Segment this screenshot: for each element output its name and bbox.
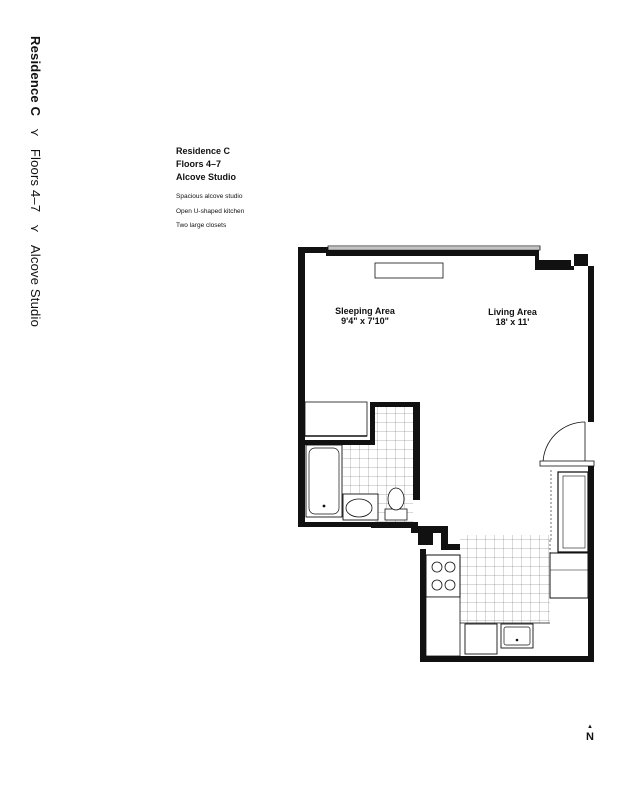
room-name: Sleeping Area xyxy=(335,306,395,316)
info-type: Alcove Studio xyxy=(176,172,237,182)
north-arrow-icon: ▲ xyxy=(587,724,593,730)
separator-icon: ⋎ xyxy=(28,128,42,138)
side-title-floors: Floors 4–7 xyxy=(28,148,43,213)
feature-item: Two large closets xyxy=(176,222,227,229)
north-label: N xyxy=(586,731,594,743)
room-name: Living Area xyxy=(488,307,537,317)
closet xyxy=(305,402,367,436)
counter-left xyxy=(426,597,460,656)
bathtub-inner xyxy=(309,448,339,514)
refrigerator xyxy=(550,553,588,598)
feature-item: Open U-shaped kitchen xyxy=(176,207,245,215)
radiator xyxy=(375,263,443,278)
bathroom-tile-lower xyxy=(343,445,375,495)
window xyxy=(328,246,540,250)
room-dimensions: 18' x 11' xyxy=(495,317,530,327)
kitchen-sink xyxy=(501,624,533,648)
kitchen-tile xyxy=(460,535,550,623)
side-title-type: Alcove Studio xyxy=(28,244,43,327)
north-arrow xyxy=(583,724,597,743)
room-dimensions: 9'4" x 7'10" xyxy=(341,316,389,326)
room-label-sleeping xyxy=(325,306,405,326)
feature-item: Spacious alcove studio xyxy=(176,193,243,200)
exterior-wall-south xyxy=(371,522,433,545)
drain xyxy=(323,505,326,508)
separator-icon: ⋎ xyxy=(28,224,42,234)
info-residence: Residence C xyxy=(176,146,231,156)
dishwasher xyxy=(465,624,497,654)
sink-basin xyxy=(346,499,372,517)
room-label-living xyxy=(475,307,550,327)
info-floors: Floors 4–7 xyxy=(176,159,222,169)
side-title-residence: Residence C xyxy=(28,36,43,117)
entry-door xyxy=(540,422,594,466)
cooktop xyxy=(426,555,460,597)
